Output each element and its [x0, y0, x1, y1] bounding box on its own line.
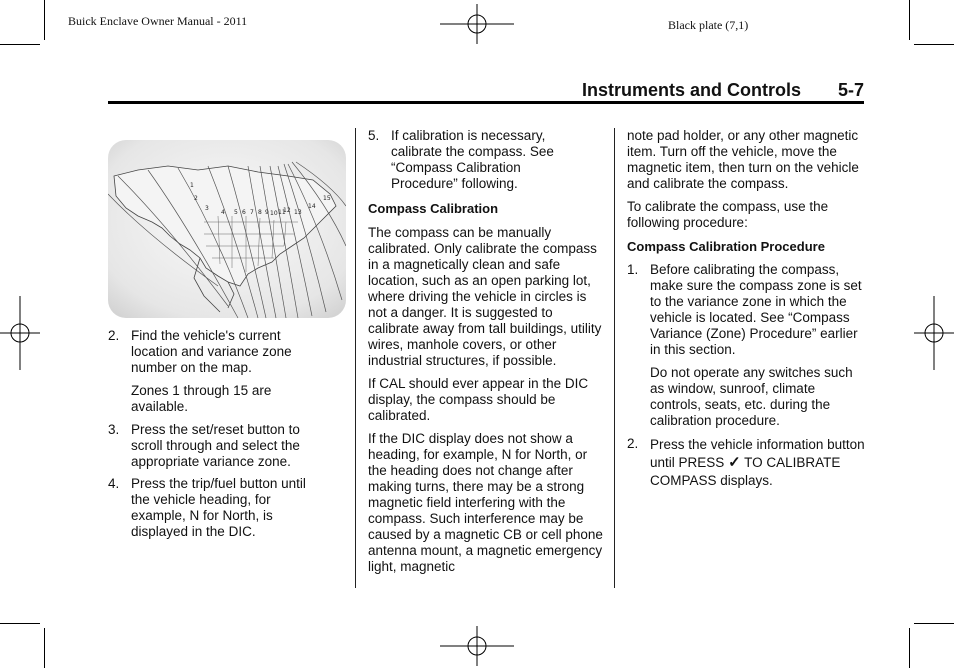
check-icon: ✓: [728, 454, 741, 471]
zone-label: 14: [308, 203, 316, 210]
step-number: 1.: [627, 262, 639, 277]
paragraph: If the DIC display does not show a heading, for example, N for North, or the heading does not change after making turns, there may be a strong magnetic field interfering with the compass. Such interference may be caused by a magnetic CB or cell phone antenna mount, a magnetic emergency light, magnetic: [368, 431, 603, 574]
zone-label: 15: [323, 195, 331, 202]
paragraph: note pad holder, or any other magnetic item. Turn off the vehicle, move the magnetic item, then turn on the vehicle and calibrate the compass.: [627, 128, 859, 191]
section-heading: Compass Calibration: [368, 201, 499, 216]
zone-label: 11: [278, 209, 286, 216]
column-1: [108, 328, 328, 540]
zone-label: 5: [234, 209, 238, 216]
registration-mark-right: [914, 296, 954, 370]
zone-label: 2: [194, 195, 198, 202]
registration-mark-top: [440, 4, 514, 44]
registration-mark-left: [0, 296, 40, 370]
zone-label: 1: [190, 182, 194, 189]
section-title: Instruments and Controls: [582, 80, 802, 100]
registration-mark-bottom: [440, 626, 514, 666]
variance-zone-map: [108, 136, 346, 322]
step-number: 3.: [108, 422, 120, 437]
column-divider: [355, 128, 356, 588]
column-3: [627, 128, 865, 490]
procedure-step-1: [627, 262, 865, 429]
paragraph: To calibrate the compass, use the following procedure:: [627, 199, 829, 230]
step-number: 4.: [108, 476, 120, 491]
section-heading: Compass Calibration Procedure: [627, 239, 825, 254]
step-text: Before calibrating the compass, make sure the compass zone is set to the variance zone in which the vehicle is located. See “Compass Variance (Zone) Procedure” earlier in this section.: [650, 262, 862, 357]
crop-mark: [914, 623, 954, 624]
step-text: Press the trip/fuel button until the vehicle heading, for example, N for North, is displayed in the DIC.: [131, 476, 306, 539]
step-text-start: Press the vehicle information button until PRESS: [650, 437, 865, 470]
step-3: [108, 422, 328, 470]
step-2: [108, 328, 328, 415]
plate-label: Black plate (7,1): [668, 18, 749, 32]
crop-mark: [44, 0, 45, 40]
step-note: Do not operate any switches such as window, sunroof, climate controls, seats, etc. during the calibration procedure.: [650, 365, 853, 428]
step-text: If calibration is necessary, calibrate the compass. See “Compass Calibration Procedure” following.: [391, 128, 554, 191]
step-number: 2.: [108, 328, 120, 343]
zone-label: 4: [221, 209, 225, 216]
column-2: [368, 128, 604, 575]
paragraph: The compass can be manually calibrated. Only calibrate the compass in a magnetically clean and safe location, such as an open parking lot, where driving the vehicle in circles is not a danger. It is suggested to calibrate away from tall buildings, utility wires, manhole covers, or other industrial structures, if possible.: [368, 225, 602, 368]
crop-mark: [44, 628, 45, 668]
step-note: Zones 1 through 15 are available.: [131, 383, 272, 414]
zone-label: 12: [283, 207, 291, 214]
step-text: Press the set/reset button to scroll through and select the appropriate variance zone.: [131, 422, 300, 469]
crop-mark: [0, 44, 40, 45]
zone-label: 7: [250, 209, 254, 216]
column-divider: [614, 128, 615, 588]
crop-mark: [0, 623, 40, 624]
zone-label: 6: [242, 209, 246, 216]
procedure-step-2: [627, 436, 865, 490]
paragraph: If CAL should ever appear in the DIC display, the compass should be calibrated.: [368, 376, 589, 423]
step-text: Find the vehicle's current location and variance zone number on the map.: [131, 328, 292, 375]
zone-label: 13: [294, 209, 302, 216]
zone-label: 3: [205, 205, 209, 212]
crop-mark: [909, 628, 910, 668]
step-5: [368, 128, 591, 192]
zone-label: 10: [270, 210, 278, 217]
crop-mark: [914, 44, 954, 45]
zone-label: 8: [258, 209, 262, 216]
zone-label: 9: [265, 209, 269, 216]
step-text-end: TO CALIBRATE COMPASS displays.: [650, 455, 841, 488]
step-text: [650, 436, 865, 490]
crop-mark: [909, 0, 910, 40]
manual-title: Buick Enclave Owner Manual - 2011: [68, 14, 248, 28]
step-number: 5.: [368, 128, 380, 143]
page-number: 5-7: [838, 80, 865, 100]
header-rule: [108, 101, 864, 104]
step-number: 2.: [627, 436, 639, 451]
step-4: [108, 476, 328, 540]
